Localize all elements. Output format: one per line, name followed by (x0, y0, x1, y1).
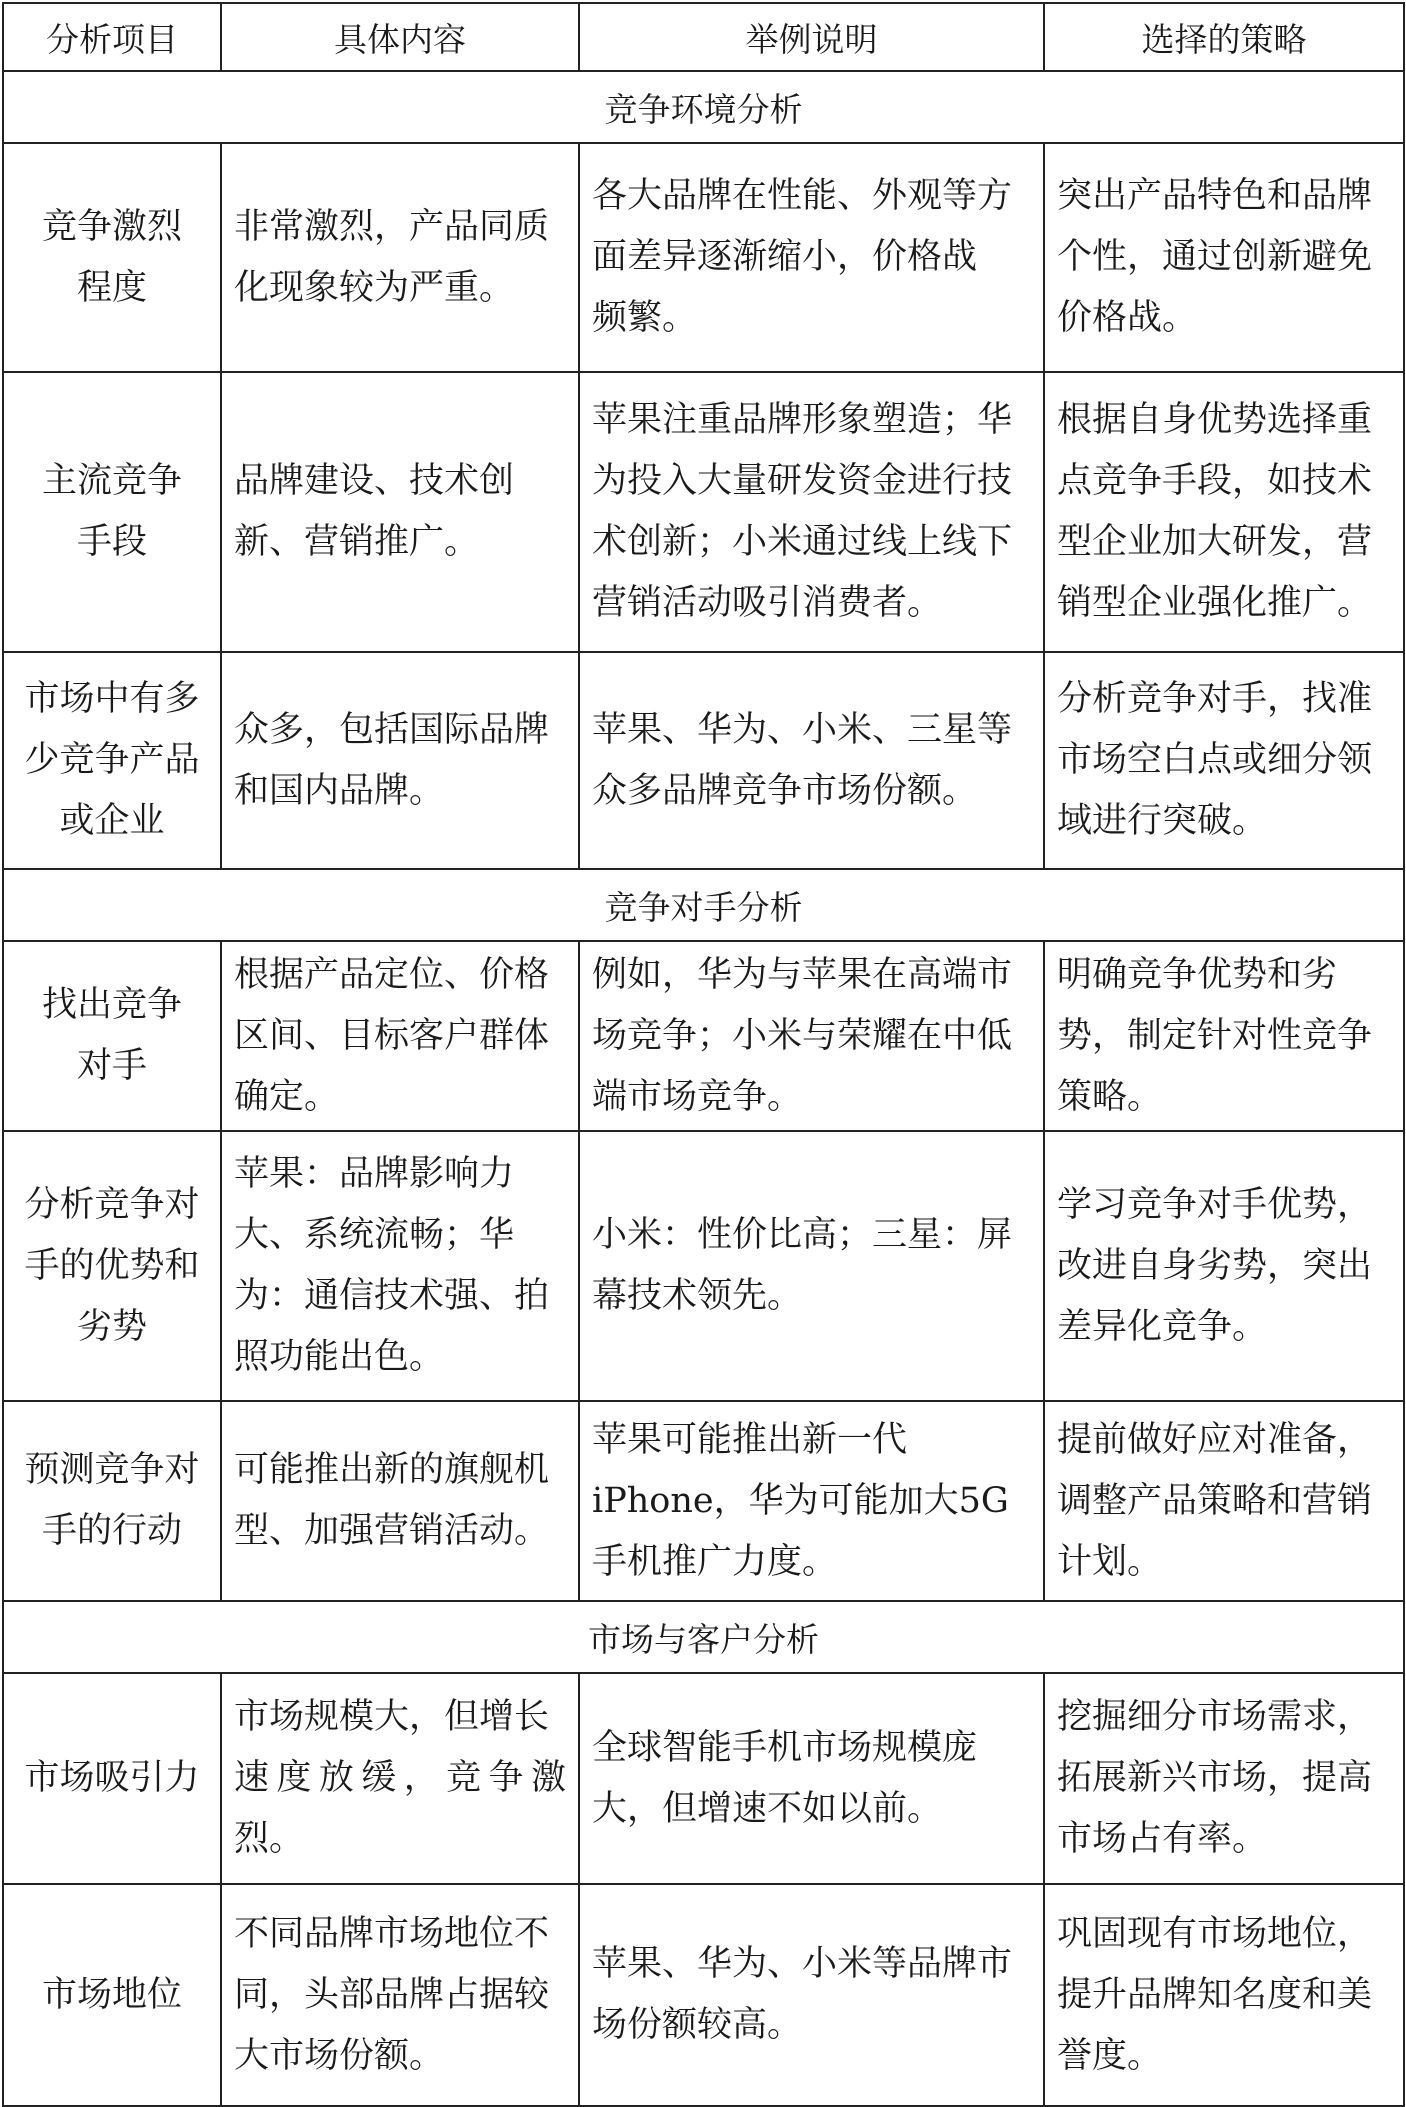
cell-line: 场竞争；小米与荣耀在中低 (592, 1015, 1013, 1056)
cell-line: 各大品牌在性能、外观等方 (592, 176, 1013, 216)
cell-line: 市场占有率。 (1057, 1819, 1268, 1859)
header-example: 举例说明 (579, 3, 1044, 71)
cell-strategy (1044, 1131, 1404, 1401)
cell-line: 频繁。 (592, 298, 698, 338)
table-row (3, 941, 1404, 1131)
cell-line: 策略。 (1057, 1076, 1163, 1117)
cell-line: 明确竞争优势和劣 (1057, 954, 1338, 995)
cell-strategy (1044, 1884, 1404, 2106)
cell-line: 苹果注重品牌形象塑造；华 (592, 400, 1013, 440)
cell-item (3, 941, 221, 1131)
header-strategy: 选择的策略 (1044, 3, 1404, 71)
cell-line: 誉度。 (1057, 2035, 1163, 2076)
cell-example (579, 1401, 1044, 1601)
table-row (3, 1884, 1404, 2106)
cell-line: 小米：性价比高；三星：屏 (592, 1215, 1013, 1255)
cell-line: 营销活动吸引消费者。 (592, 583, 943, 623)
cell-line: 提升品牌知名度和美 (1057, 1974, 1373, 2015)
cell-line: 分析竞争对手，找准 (1057, 679, 1373, 719)
cell-line: 可能推出新的旗舰机 (234, 1450, 550, 1490)
cell-line: 型、加强营销活动。 (234, 1511, 550, 1551)
cell-line: 势，制定针对性竞争 (1057, 1015, 1373, 1056)
cell-line: 市场空白点或细分领 (1057, 740, 1373, 780)
cell-line: 突出产品特色和品牌 (1057, 176, 1373, 216)
section-title: 市场与客户分析 (3, 1601, 1404, 1673)
cell-line: 计划。 (1057, 1541, 1163, 1582)
cell-example (579, 1673, 1044, 1884)
section-row (3, 869, 1404, 941)
cell-line: 幕技术领先。 (592, 1276, 803, 1316)
cell-line: 全球智能手机市场规模庞 (592, 1727, 978, 1768)
cell-line: 找出竞争 (41, 985, 182, 1025)
cell-line: 新、营销推广。 (234, 522, 480, 562)
cell-line: iPhone，华为可能加大5G (592, 1480, 1009, 1521)
cell-line: 市场吸引力 (24, 1758, 200, 1798)
cell-line: 分析竞争对 (24, 1184, 200, 1225)
cell-line: 非常激烈，产品同质 (234, 206, 550, 247)
header-item: 分析项目 (3, 3, 221, 71)
cell-line: 少竞争产品 (24, 740, 200, 780)
cell-line: 拓展新兴市场，提高 (1057, 1758, 1373, 1798)
cell-line: 苹果、华为、小米等品牌市 (592, 1944, 1013, 1984)
cell-line: 主流竞争 (41, 461, 182, 501)
cell-line: 个性，通过创新避免 (1057, 237, 1373, 277)
cell-line: 品牌建设、技术创 (234, 461, 515, 501)
section-row (3, 1601, 1404, 1673)
cell-line: 根据产品定位、价格 (234, 954, 550, 995)
cell-line: 苹果可能推出新一代 (592, 1419, 908, 1460)
cell-line: 程度 (76, 267, 147, 308)
cell-line: 价格战。 (1057, 298, 1198, 338)
cell-line: 手段 (76, 522, 147, 562)
cell-line: 众多品牌竞争市场份额。 (592, 770, 978, 811)
cell-line: 学习竞争对手优势， (1057, 1184, 1373, 1225)
cell-line: 挖掘细分市场需求， (1057, 1697, 1373, 1737)
cell-line: 劣势 (76, 1306, 147, 1347)
cell-content (221, 372, 579, 652)
cell-line: 和国内品牌。 (234, 770, 445, 811)
cell-line: 区间、目标客户群体 (234, 1015, 550, 1056)
cell-content (221, 143, 579, 372)
section-row (3, 71, 1404, 143)
cell-line: 大、系统流畅；华 (234, 1215, 515, 1255)
cell-content (221, 652, 579, 869)
cell-line: 大市场份额。 (234, 2035, 445, 2076)
table-body (3, 3, 1404, 2106)
cell-example (579, 372, 1044, 652)
cell-line: 提前做好应对准备， (1057, 1419, 1373, 1460)
cell-item (3, 652, 221, 869)
cell-line: 或企业 (59, 801, 165, 841)
cell-line: 手的优势和 (24, 1245, 200, 1286)
cell-line: 市场规模大，但增长 (234, 1697, 550, 1737)
cell-line: 大，但增速不如以前。 (592, 1788, 943, 1829)
cell-line: 不同品牌市场地位不 (234, 1913, 550, 1954)
table-row (3, 1401, 1404, 1601)
cell-example (579, 143, 1044, 372)
cell-line: 巩固现有市场地位， (1057, 1913, 1373, 1954)
cell-line: 市场地位 (41, 1974, 182, 2015)
competitive-analysis-table (2, 2, 1405, 2107)
cell-line: 同，头部品牌占据较 (234, 1974, 550, 2015)
section-title: 竞争环境分析 (3, 71, 1404, 143)
cell-line: 术创新；小米通过线上线下 (592, 522, 1013, 562)
cell-item (3, 1673, 221, 1884)
cell-line: 调整产品策略和营销 (1057, 1480, 1373, 1521)
cell-content (221, 1131, 579, 1401)
cell-line: 为投入大量研发资金进行技 (592, 461, 1013, 501)
cell-line: 例如，华为与苹果在高端市 (592, 954, 1013, 995)
cell-line: 差异化竞争。 (1057, 1306, 1268, 1347)
cell-line: 改进自身劣势，突出 (1057, 1245, 1373, 1286)
cell-line: 点竞争手段，如技术 (1057, 461, 1373, 501)
cell-strategy (1044, 1401, 1404, 1601)
cell-line: 端市场竞争。 (592, 1076, 803, 1117)
cell-line: 销型企业强化推广。 (1057, 583, 1373, 623)
table-row (3, 1673, 1404, 1884)
cell-line: 化现象较为严重。 (234, 267, 515, 308)
cell-item (3, 143, 221, 372)
cell-item (3, 372, 221, 652)
cell-item (3, 1401, 221, 1601)
cell-line: 确定。 (234, 1076, 340, 1117)
cell-item (3, 1131, 221, 1401)
cell-line: 手的行动 (41, 1511, 182, 1551)
header-row (3, 3, 1404, 71)
cell-content (221, 1401, 579, 1601)
cell-strategy (1044, 941, 1404, 1131)
cell-example (579, 1884, 1044, 2106)
cell-content (221, 1884, 579, 2106)
cell-example (579, 941, 1044, 1131)
cell-strategy (1044, 372, 1404, 652)
cell-line: 竞争激烈 (41, 206, 182, 247)
cell-line: 根据自身优势选择重 (1057, 400, 1373, 440)
table-row (3, 143, 1404, 372)
cell-example (579, 1131, 1044, 1401)
cell-content (221, 941, 579, 1131)
cell-item (3, 1884, 221, 2106)
cell-line: 为：通信技术强、拍 (234, 1276, 550, 1316)
cell-line: 对手 (76, 1046, 147, 1086)
cell-line: 照功能出色。 (234, 1337, 445, 1377)
table-row (3, 1131, 1404, 1401)
cell-line: 场份额较高。 (592, 2005, 803, 2045)
cell-line: 苹果、华为、小米、三星等 (592, 709, 1013, 750)
cell-line: 预测竞争对 (24, 1450, 200, 1490)
cell-line: 众多，包括国际品牌 (234, 709, 550, 750)
cell-strategy (1044, 652, 1404, 869)
cell-content (221, 1673, 579, 1884)
cell-line: 型企业加大研发，营 (1057, 522, 1373, 562)
cell-strategy (1044, 1673, 1404, 1884)
cell-line: 市场中有多 (24, 679, 200, 719)
cell-line: 域进行突破。 (1057, 801, 1268, 841)
cell-strategy (1044, 143, 1404, 372)
header-content: 具体内容 (221, 3, 579, 71)
cell-line: 手机推广力度。 (592, 1541, 838, 1582)
cell-line: 速度放缓，竞争激烈。 (234, 1758, 566, 1859)
table-row (3, 652, 1404, 869)
cell-line: 苹果：品牌影响力 (234, 1154, 515, 1194)
table-row (3, 372, 1404, 652)
cell-line: 面差异逐渐缩小，价格战 (592, 237, 978, 277)
section-title: 竞争对手分析 (3, 869, 1404, 941)
cell-example (579, 652, 1044, 869)
